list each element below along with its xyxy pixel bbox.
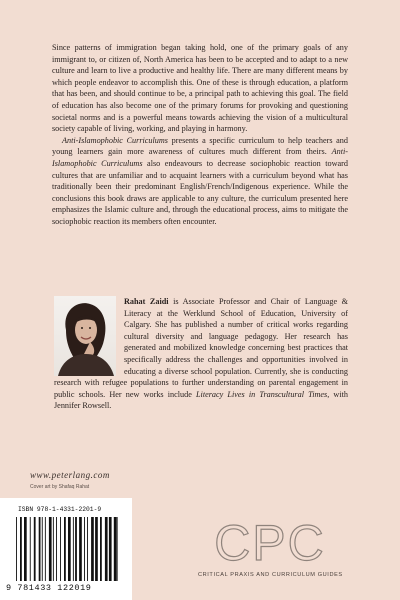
author-name: Rahat Zaidi xyxy=(124,297,169,306)
back-cover-blurb xyxy=(52,42,348,228)
book-title-mention: Anti-Islamophobic Curriculums xyxy=(62,135,168,145)
author-work-title: Literacy Lives in Transcultural Times xyxy=(196,389,328,399)
barcode-bars xyxy=(14,517,120,583)
series-name: CRITICAL PRAXIS AND CURRICULUM GUIDES xyxy=(198,572,343,578)
book-title-mention: Anti-Islamophobic Curriculums xyxy=(52,147,348,168)
series-logo-text: CPC xyxy=(214,515,326,566)
author-bio: Rahat Zaidi is Associate Professor and Chair of Language & Literacy at the Werklund School of Education, University of Calgary. She has published a number of critical works regarding cultural diversity and language pedagogy. Her research has generated and mobilized knowledge concerning best practices that specifically address the challenges and opportunities involved in educating a diverse school population. Currently, she is conducting research with refugee populations to further understanding on parental engagement in public schools. Her new works include Literacy Lives in Transcultural Times, with Jennifer Rowsell. xyxy=(54,297,348,411)
blurb-paragraph-2: Anti-Islamophobic Curriculums presents a specific curriculum to help teachers and young learners gain more awareness of cultures much different from theirs. Anti-Islamophobic Curriculums also endeavours to decrease sociophobic reaction toward cultures that are unfamiliar and to acquaint learners with a curriculum beyond what has traditionally been their predominant English/French/Indigenous experience. While the conclusions this book draws are applicable to any culture, the curriculum presented here emphasizes the Islamic culture and, through the educational process, aims to mitigate the sociophobic reaction its members often encounter. xyxy=(52,135,349,226)
cover-art-credit: Cover art by Shafaq Rahat xyxy=(30,484,90,490)
barcode-digits: 9 781433 122019 xyxy=(6,583,92,593)
isbn-text: ISBN 978-1-4331-2201-9 xyxy=(18,506,102,513)
publisher-url[interactable]: www.peterlang.com xyxy=(30,470,110,480)
series-logo-cpc xyxy=(210,514,330,566)
blurb-paragraph-1: Since patterns of immigration began taking hold, one of the primary goals of any immigrant to, or citizen of, North America has been to be accepted and to adapt to a new culture and learn to live a productive and healthy life. There are many different means by which people endeavor to accomplish this. One of these is through education, a platform that has been, and should continue to be, a principal path to achieving this goal. The field of education has also become one of the primary forums for provoking and questioning societal norms and is a powerful means towards achieving the vision of a multicultural society capable of living, working, and playing in harmony. xyxy=(52,43,348,134)
